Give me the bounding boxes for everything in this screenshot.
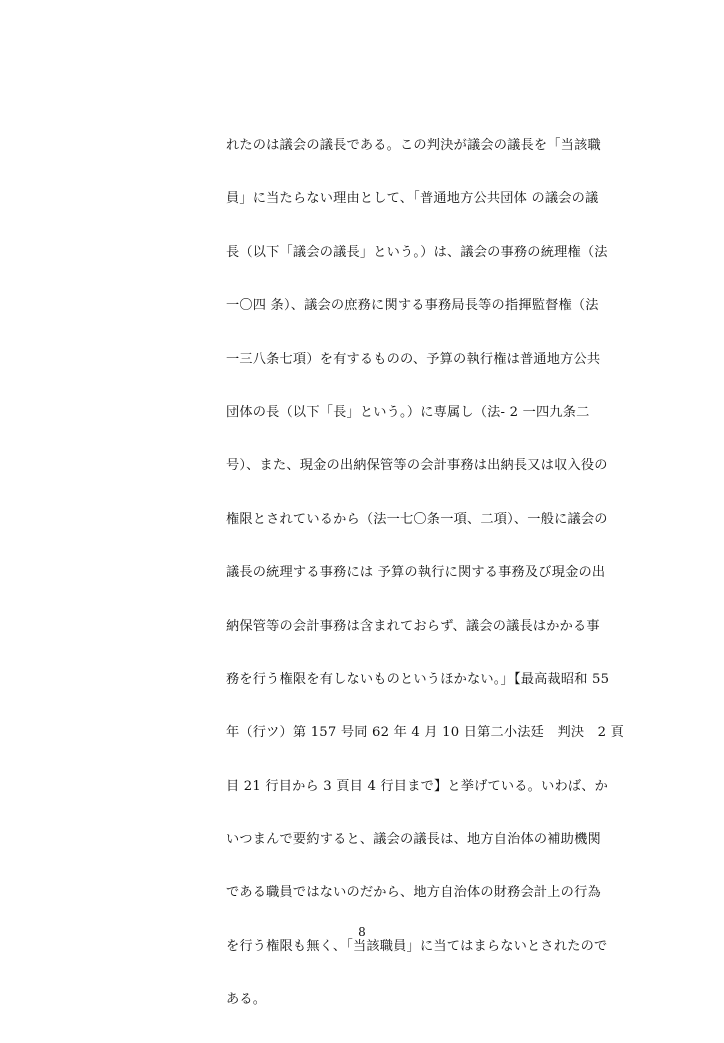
text-line: 一三八条七項）を有するものの、予算の執行権は普通地方公共 bbox=[226, 351, 601, 367]
text-line: を行う権限も無く、「当該職員」に当てはまらないとされたので bbox=[226, 938, 608, 954]
text-line: である職員ではないのだから、地方自治体の財務会計上の行為 bbox=[226, 885, 601, 901]
text-line: いつまんで要約すると、議会の議長は、地方自治体の補助機関 bbox=[226, 832, 601, 848]
text-line: 納保管等の会計事務は含まれておらず、議会の議長はかかる事 bbox=[226, 618, 600, 634]
text-line: 権限とされているから（法一七〇条一項、二項）、一般に議会の bbox=[226, 511, 608, 527]
page-number: 8 bbox=[358, 925, 366, 939]
text-line: 号）、また、現金の出納保管等の会計事務は出納長又は収入役の bbox=[226, 458, 608, 474]
text-line: 団体の長（以下「長」という。）に専属し（法- 2 一四九条二 bbox=[226, 404, 590, 420]
text-line: ある。 bbox=[226, 992, 267, 1008]
body-text bbox=[226, 135, 626, 1043]
text-line: 年（行ツ）第 157 号同 62 年 4 月 10 日第二小法廷 判決 2 頁 bbox=[226, 725, 624, 741]
text-line: 長（以下「議会の議長」という。）は、議会の事務の統理権（法 bbox=[226, 244, 608, 260]
text-line: 員」に当たらない理由として、「普通地方公共団体 の議会の議 bbox=[226, 191, 599, 207]
text-line: 一〇四 条）、議会の庶務に関する事務局長等の指揮監督権（法 bbox=[226, 298, 599, 314]
text-line: 目 21 行目から 3 頁目 4 行目まで】と挙げている。いわば、か bbox=[226, 778, 609, 794]
text-line: 議長の統理する事務には 予算の執行に関する事務及び現金の出 bbox=[226, 565, 606, 581]
text-line: 務を行う権限を有しないものというほかない。」【最高裁昭和 55 bbox=[226, 671, 610, 687]
text-line: れたのは議会の議長である。この判決が議会の議長を「当該職 bbox=[226, 138, 601, 153]
